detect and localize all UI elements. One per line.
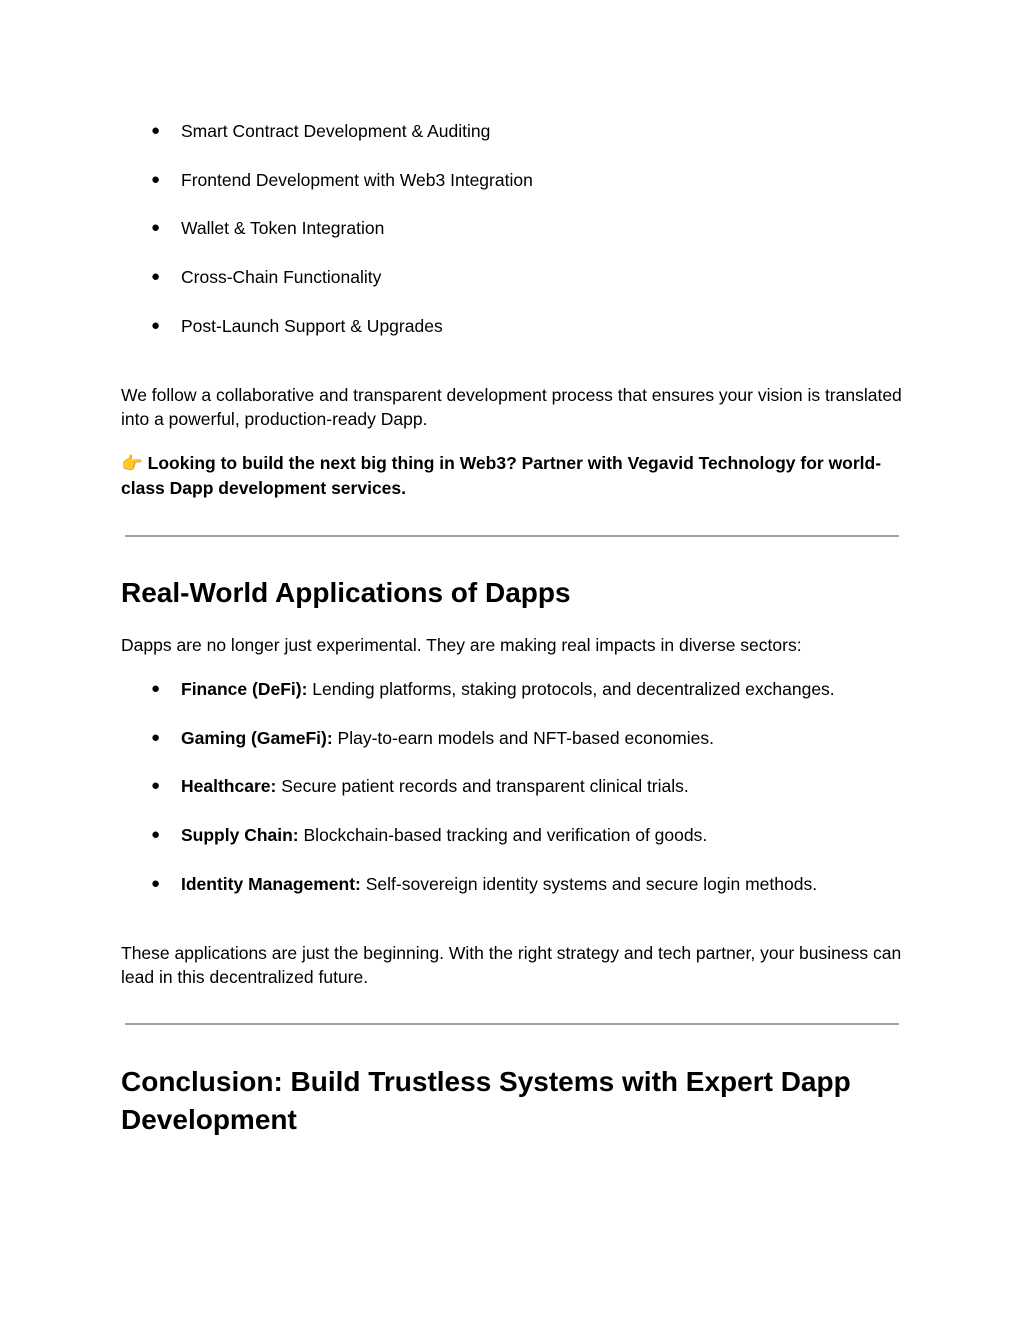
list-item-label: Healthcare: [181,776,277,797]
list-item-text: Cross-Chain Functionality [181,267,382,288]
services-list [0,120,1024,363]
applications-list [0,678,1024,921]
bullet-icon: ● [151,874,161,892]
intro-paragraph: We follow a collaborative and transparent development process that ensures your vision is translated into a powerful, production-ready Dapp. [121,385,902,429]
list-item-text: Wallet & Token Integration [181,218,385,239]
list-item [0,120,1024,169]
list-item [0,169,1024,218]
list-item-text: Smart Contract Development & Auditing [181,121,491,141]
bullet-icon: ● [151,316,161,334]
list-item [0,678,1024,727]
bullet-icon: ● [151,268,161,286]
list-item-label: Gaming (GameFi): [181,727,333,748]
horizontal-divider [125,535,899,537]
list-item-text: Self-sovereign identity systems and secure login methods. [360,873,818,894]
list-item [0,824,1024,873]
list-item-text: Frontend Development with Web3 Integration [181,169,533,190]
list-item-text: Secure patient records and transparent clinical trials. [276,776,689,797]
list-item-text: Blockchain-based tracking and verification of goods. [298,825,708,846]
bullet-icon: ● [151,826,161,844]
section-heading-conclusion: Conclusion: Build Trustless Systems with Expert Dapp Development [121,1066,851,1135]
cta-paragraph [121,451,921,500]
list-item [0,315,1024,364]
list-item-label: Finance (DeFi): [181,679,308,699]
list-item-text: Lending platforms, staking protocols, and decentralized exchanges. [307,679,835,699]
list-item [0,873,1024,922]
horizontal-divider [125,1023,899,1025]
bullet-icon: ● [151,728,161,746]
list-item-label: Supply Chain: [181,825,299,846]
bullet-icon: ● [151,170,161,188]
applications-lead: Dapps are no longer just experimental. They are making real impacts in diverse sectors: [121,635,802,655]
bullet-icon: ● [151,777,161,795]
applications-closing: These applications are just the beginning. With the right strategy and tech partner, your business can lead in this decentralized future. [121,943,902,987]
list-item-text: Post-Launch Support & Upgrades [181,315,443,336]
list-item [0,217,1024,266]
cta-text: Looking to build the next big thing in Web3? Partner with Vegavid Technology for world-class Dapp development services. [121,453,882,498]
bullet-icon: ● [151,122,161,139]
bullet-icon: ● [151,219,161,237]
list-item-label: Identity Management: [181,873,361,894]
list-item [0,727,1024,776]
section-heading-applications: Real-World Applications of Dapps [121,577,571,608]
bullet-icon: ● [151,680,161,697]
list-item [0,775,1024,824]
list-item-text: Play-to-earn models and NFT-based economies. [332,727,714,748]
list-item [0,266,1024,315]
pointing-right-hand-icon: 👉 [121,454,143,474]
